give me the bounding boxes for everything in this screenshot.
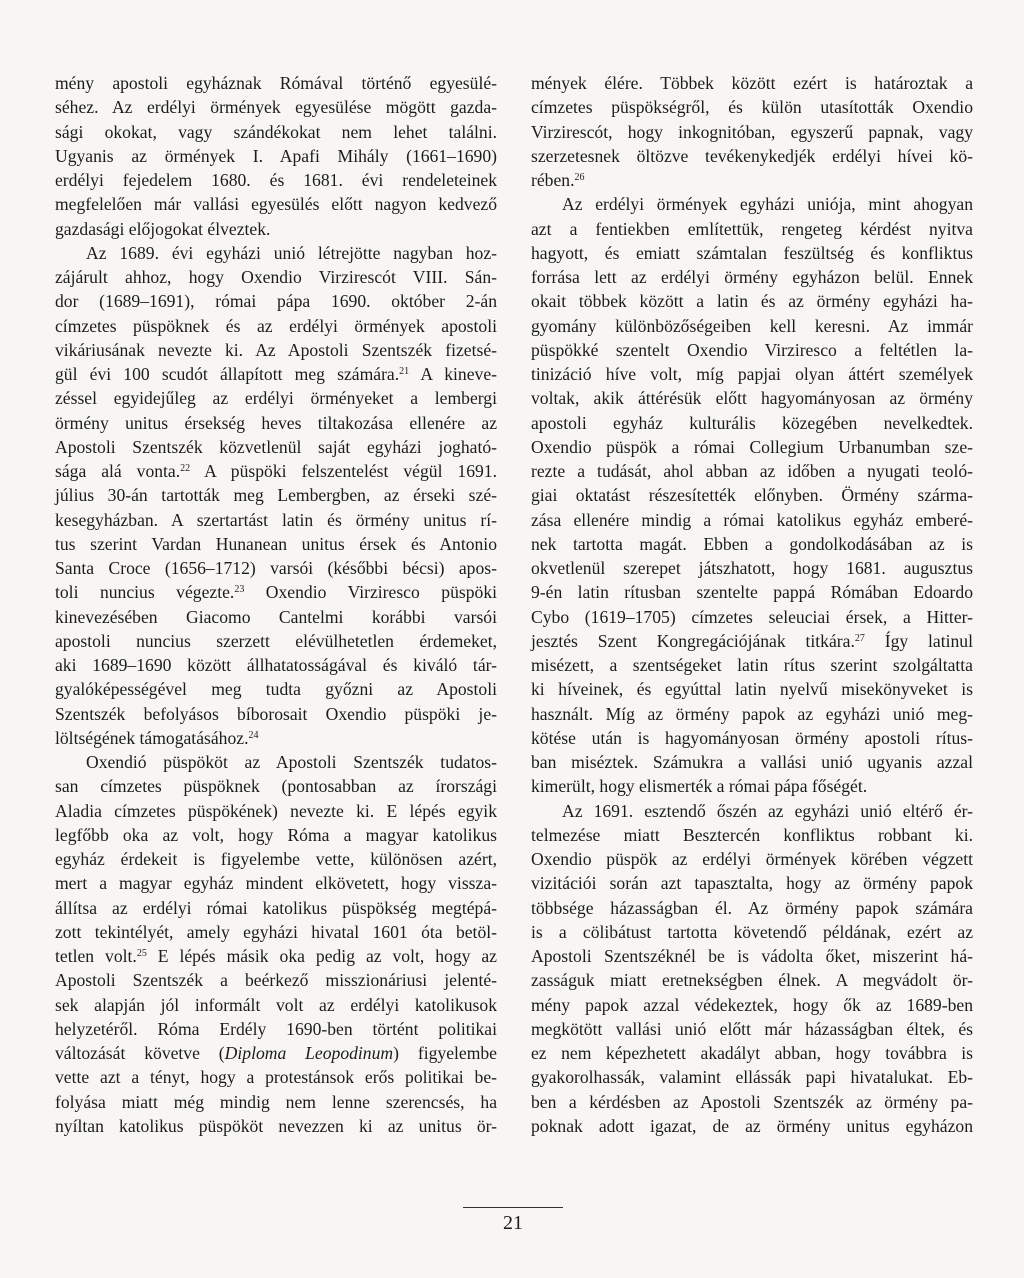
line-text: toli nuncius végezte. bbox=[55, 582, 235, 603]
text-line bbox=[55, 1041, 497, 1065]
text-line bbox=[55, 1065, 497, 1089]
text-line bbox=[531, 168, 973, 192]
text-line bbox=[55, 677, 497, 701]
text-line bbox=[531, 605, 973, 629]
text-line bbox=[55, 386, 497, 410]
footnote-ref: 23 bbox=[234, 584, 245, 596]
text-line bbox=[531, 823, 973, 847]
text-line bbox=[531, 362, 973, 386]
text-line bbox=[531, 144, 973, 168]
line-text: séhez. Az erdélyi örmények egyesülése mögött gazda- bbox=[55, 97, 497, 118]
footer-rule bbox=[463, 1207, 563, 1208]
text-line bbox=[531, 944, 973, 968]
line-text: gyakorolhassák, valamint ellássák papi hivatalukat. Eb- bbox=[531, 1067, 973, 1088]
text-line bbox=[55, 411, 497, 435]
line-text: mény apostoli egyháznak Rómával történő egyesülé- bbox=[55, 73, 497, 93]
text-line bbox=[55, 192, 497, 216]
text-line bbox=[55, 265, 497, 289]
line-text: püspökké szentelt Oxendio Virziresco a feltétlen la- bbox=[531, 339, 973, 360]
text-line bbox=[55, 750, 497, 774]
text-line bbox=[55, 653, 497, 677]
text-line bbox=[531, 95, 973, 119]
text-line bbox=[531, 871, 973, 895]
text-line bbox=[531, 532, 973, 556]
line-text: okait többek között a latin és az örmény egyházi ha- bbox=[531, 291, 973, 312]
left-column bbox=[55, 71, 497, 1138]
text-line bbox=[531, 459, 973, 483]
line-text: Apostoli Szentszék a beérkező misszionáriusi jelenté- bbox=[55, 970, 497, 991]
text-line bbox=[531, 726, 973, 750]
line-text: Az erdélyi örmények egyházi uniója, mint ahogyan bbox=[562, 194, 973, 215]
text-line bbox=[55, 71, 497, 95]
line-text: hagyott, és emiatt számtalan feszültség és konfliktus bbox=[531, 242, 973, 263]
line-text: ez nem képezhetett akadályt abban, hogy továbbra is bbox=[531, 1043, 973, 1063]
text-line bbox=[55, 144, 497, 168]
line-text: zasságuk miatt eretnekségben élnek. A megvádolt ör- bbox=[531, 970, 973, 991]
text-line bbox=[531, 653, 973, 677]
line-text: szerzetesnek öltözve tevékenykedjék erdélyi hívei kö- bbox=[531, 145, 973, 166]
text-line bbox=[55, 532, 497, 556]
line-text: sek alapján jól informált volt az erdélyi katolikusok bbox=[55, 994, 497, 1015]
text-line bbox=[55, 289, 497, 313]
line-text: Virzirescót, hogy inkognitóban, egyszerű papnak, vagy bbox=[531, 121, 973, 142]
text-line bbox=[531, 386, 973, 410]
text-line bbox=[55, 483, 497, 507]
line-text: mények élére. Többek között ezért is határoztak a bbox=[531, 73, 973, 93]
line-text: forrása lett az erdélyi örmény egyházon belül. Ennek bbox=[531, 267, 973, 287]
text-line bbox=[55, 314, 497, 338]
line-text: zása ellenére mindig a római katolikus egyház emberé- bbox=[531, 509, 973, 530]
text-line bbox=[531, 483, 973, 507]
text-line bbox=[531, 993, 973, 1017]
footnote-ref: 27 bbox=[854, 632, 865, 644]
line-text-after: A kineve- bbox=[409, 364, 497, 384]
line-text: Oxendió püspököt az Apostoli Szentszék tudatos- bbox=[86, 752, 497, 772]
text-line bbox=[531, 750, 973, 774]
line-text: Az 1691. esztendő őszén az egyházi unió eltérő ér- bbox=[562, 800, 973, 821]
line-text: gyomány különbözőségeiben kell keresni. Az immár bbox=[531, 315, 973, 336]
line-text-after: A püspöki felszentelést végül 1691. bbox=[190, 461, 497, 481]
text-line bbox=[55, 95, 497, 119]
line-text: misézett, a szentségeket latin rítus szerint szolgáltatta bbox=[531, 655, 973, 675]
italic-title: Diploma Leopodinum bbox=[224, 1043, 394, 1063]
line-text: Az 1689. évi egyházi unió létrejötte nagyban hoz- bbox=[86, 242, 497, 263]
line-text: Santa Croce (1656–1712) varsói (későbbi bécsi) apos- bbox=[55, 558, 497, 578]
text-line bbox=[55, 920, 497, 944]
text-line bbox=[55, 799, 497, 823]
line-text: nek tartotta magát. Ebben a gondolkodásában az is bbox=[531, 533, 973, 554]
line-text: mert a magyar egyház mindent elkövetett, hogy vissza- bbox=[55, 873, 497, 894]
text-line bbox=[531, 968, 973, 992]
text-line bbox=[531, 71, 973, 95]
line-text: löltségének támogatásához. bbox=[55, 727, 249, 748]
line-text: rezte a tudását, ahol abban az időben a nyugati teoló- bbox=[531, 461, 973, 481]
line-text: ki híveinek, és egyúttal latin nyelvű misekönyveket is bbox=[531, 679, 973, 700]
line-text: gazdasági előjogokat élveztek. bbox=[55, 218, 271, 239]
text-line bbox=[55, 168, 497, 192]
line-text: vizitációi során azt tapasztalta, hogy az örmény papok bbox=[531, 873, 973, 894]
line-text: zájárult ahhoz, hogy Oxendio Virzirescót VIII. Sán- bbox=[55, 267, 497, 287]
line-text: kesegyházban. A szertartást latin és örmény unitus rí- bbox=[55, 509, 497, 530]
line-text: gyalóképességével meg tudta győzni az Apostoli bbox=[55, 679, 497, 700]
right-column bbox=[531, 71, 973, 1138]
text-line bbox=[55, 774, 497, 798]
text-line bbox=[55, 993, 497, 1017]
line-text: Apostoli Szentszék közvetlenül saját egyházi jogható- bbox=[55, 436, 497, 457]
line-text: folyása miatt még mindig nem lenne szerencsés, ha bbox=[55, 1091, 497, 1112]
line-text: címzetes püspöknek és az erdélyi örmények apostoli bbox=[55, 315, 497, 336]
text-line bbox=[55, 629, 497, 653]
line-text: Oxendio püspök a római Collegium Urbanumban sze- bbox=[531, 436, 973, 457]
text-line bbox=[55, 702, 497, 726]
line-text: vikáriusának nevezte ki. Az Apostoli Szentszék fizetsé- bbox=[55, 339, 497, 360]
line-text: aki 1689–1690 között állhatatosságával és kiváló tár- bbox=[55, 655, 497, 675]
text-line bbox=[531, 702, 973, 726]
line-text: ben a kérdésben az Apostoli Szentszék az örmény pa- bbox=[531, 1091, 973, 1112]
text-line bbox=[55, 726, 497, 750]
line-text: erdélyi fejedelem 1680. és 1681. évi rendeleteinek bbox=[55, 170, 497, 190]
line-text: telmezése miatt Besztercén konfliktus robbant ki. bbox=[531, 824, 973, 845]
line-text: örmény unitus érsekség heves tiltakozása ellenére az bbox=[55, 412, 497, 433]
text-line bbox=[531, 677, 973, 701]
text-line bbox=[55, 847, 497, 871]
text-line bbox=[55, 120, 497, 144]
line-text: okvetlenül szerepet játszhatott, hogy 1681. augusztus bbox=[531, 558, 973, 578]
text-line bbox=[55, 968, 497, 992]
line-text: ban miséztek. Számukra a vallási unió ugyanis azzal bbox=[531, 752, 973, 772]
page-number: 21 bbox=[503, 1212, 523, 1234]
line-text: tetlen volt. bbox=[55, 946, 137, 966]
line-text-after: Oxendio Virziresco püspöki bbox=[244, 582, 498, 603]
text-line bbox=[531, 1017, 973, 1041]
text-line bbox=[531, 338, 973, 362]
line-text: megkötött vallási unió előtt már házasságban éltek, és bbox=[531, 1018, 973, 1039]
line-text: rében. bbox=[531, 170, 575, 190]
line-text: megfelelően már vallási egyesülés előtt nagyon kedvező bbox=[55, 194, 497, 215]
line-text: Apostoli Szentszéknél be is vádolta őket, miszerint há- bbox=[531, 946, 973, 966]
footnote-ref: 25 bbox=[136, 948, 147, 959]
text-line bbox=[531, 799, 973, 823]
text-line bbox=[531, 217, 973, 241]
line-text: Ugyanis az örmények I. Apafi Mihály (1661–1690) bbox=[55, 145, 497, 166]
line-text: apostoli nuncius szerzett elévülhetetlen érdemeket, bbox=[55, 630, 497, 651]
text-line bbox=[55, 435, 497, 459]
text-line bbox=[531, 120, 973, 144]
line-text: Oxendio püspök az erdélyi örmények körében végzett bbox=[531, 849, 973, 869]
text-line bbox=[55, 459, 497, 483]
line-text: dor (1689–1691), római pápa 1690. október 2-án bbox=[55, 291, 497, 312]
line-text: Szentszék befolyásos bíborosait Oxendio püspöki je- bbox=[55, 703, 497, 724]
text-line bbox=[531, 508, 973, 532]
text-line bbox=[531, 192, 973, 216]
line-text: egyház érdekeit is figyelembe vette, különösen azért, bbox=[55, 849, 497, 869]
text-line bbox=[531, 265, 973, 289]
line-text: zéssel egyidejűleg az erdélyi örményeket a lembergi bbox=[55, 388, 497, 409]
line-text: jesztés Szent Kongregációjának titkára. bbox=[531, 630, 855, 651]
line-text: kötése után is hagyományosan örmény apostoli rítus- bbox=[531, 727, 973, 748]
line-text: többsége házasságban él. Az örmény papok számára bbox=[531, 897, 973, 918]
line-text: kinevezésében Giacomo Cantelmi korábbi varsói bbox=[55, 606, 497, 627]
line-text: állítsa az erdélyi római katolikus püspökség megtépá- bbox=[55, 897, 497, 918]
text-line bbox=[531, 241, 973, 265]
line-text: címzetes püspökségről, és külön utasították Oxendio bbox=[531, 97, 973, 118]
text-line bbox=[55, 605, 497, 629]
text-line bbox=[55, 241, 497, 265]
text-line bbox=[55, 508, 497, 532]
text-line bbox=[531, 580, 973, 604]
line-text: mény papok azzal védekeztek, hogy ők az 1689-ben bbox=[531, 994, 973, 1015]
text-line bbox=[531, 847, 973, 871]
line-text-after: E lépés másik oka pedig az volt, hogy az bbox=[146, 946, 497, 966]
text-line bbox=[55, 556, 497, 580]
line-text: zott tekintélyét, amely egyházi hivatal 1601 óta betöl- bbox=[55, 921, 497, 942]
line-text: azt a fentiekben említettük, rengeteg kérdést nyitva bbox=[531, 218, 973, 239]
text-line bbox=[55, 1114, 497, 1138]
text-line bbox=[531, 411, 973, 435]
text-line bbox=[531, 774, 973, 798]
line-text: 9-én latin rítusban szentelte pappá Rómában Edoardo bbox=[531, 582, 973, 603]
line-text: változását követve ( bbox=[55, 1043, 225, 1063]
line-text: helyzetéről. Róma Erdély 1690-ben történt politikai bbox=[55, 1018, 497, 1039]
text-line bbox=[55, 871, 497, 895]
line-text: nyíltan katolikus püspököt nevezzen ki az unitus ör- bbox=[55, 1115, 497, 1136]
line-text: is a cölibátust tartotta követendő példának, ezért az bbox=[531, 921, 973, 942]
text-line bbox=[531, 1114, 973, 1138]
line-text: apostoli egyház kulturális közegében nevelkedtek. bbox=[531, 412, 973, 433]
text-line bbox=[531, 1090, 973, 1114]
line-text: tus szerint Vardan Hunanean unitus érsek és Antonio bbox=[55, 533, 497, 554]
line-text: voltak, akik áttérésük előtt hagyományosan az örmény bbox=[531, 388, 973, 409]
line-text: poknak adott igazat, de az örmény unitus egyházon bbox=[531, 1115, 973, 1136]
line-text: legfőbb oka az volt, hogy Róma a magyar katolikus bbox=[55, 824, 497, 845]
text-line bbox=[531, 1041, 973, 1065]
footnote-ref: 22 bbox=[180, 463, 191, 474]
text-line bbox=[531, 314, 973, 338]
text-line bbox=[55, 362, 497, 386]
line-text-after: ) figyelembe bbox=[393, 1043, 497, 1063]
text-line bbox=[55, 896, 497, 920]
footnote-ref: 21 bbox=[399, 366, 410, 377]
line-text: használt. Míg az örmény papok az egyházi unió meg- bbox=[531, 703, 973, 724]
line-text: július 30-án tartották meg Lembergben, az érseki szé- bbox=[55, 485, 497, 506]
text-line bbox=[55, 1090, 497, 1114]
line-text: tinizáció híve volt, míg papjai olyan áttért személyek bbox=[531, 364, 973, 384]
text-line bbox=[531, 896, 973, 920]
footnote-ref: 26 bbox=[574, 172, 585, 183]
text-line bbox=[55, 823, 497, 847]
text-line bbox=[531, 629, 973, 653]
text-line bbox=[55, 217, 497, 241]
line-text: vette azt a tényt, hogy a protestánsok erős politikai be- bbox=[55, 1067, 497, 1088]
text-line bbox=[55, 944, 497, 968]
text-line bbox=[55, 580, 497, 604]
line-text: sági okokat, vagy szándékokat nem lehet találni. bbox=[55, 121, 497, 142]
text-line bbox=[55, 1017, 497, 1041]
line-text-after: Így latinul bbox=[864, 630, 973, 651]
line-text: san címzetes püspöknek (pontosabban az írországi bbox=[55, 776, 497, 797]
line-text: Cybo (1619–1705) címzetes seleuciai érsek, a Hitter- bbox=[531, 606, 973, 627]
line-text: sága alá vonta. bbox=[55, 461, 181, 481]
text-line bbox=[531, 920, 973, 944]
line-text: giai oktatást részesítették előnyben. Örmény szárma- bbox=[531, 485, 973, 506]
footnote-ref: 24 bbox=[248, 729, 259, 741]
line-text: gül évi 100 scudót állapított meg számára. bbox=[55, 364, 400, 384]
line-text: kimerült, hogy elismerték a római pápa főségét. bbox=[531, 776, 868, 797]
text-line bbox=[531, 435, 973, 459]
text-line bbox=[531, 289, 973, 313]
text-line bbox=[531, 1065, 973, 1089]
text-line bbox=[531, 556, 973, 580]
text-line bbox=[55, 338, 497, 362]
line-text: Aladia címzetes püspökének) nevezte ki. E lépés egyik bbox=[55, 800, 497, 821]
